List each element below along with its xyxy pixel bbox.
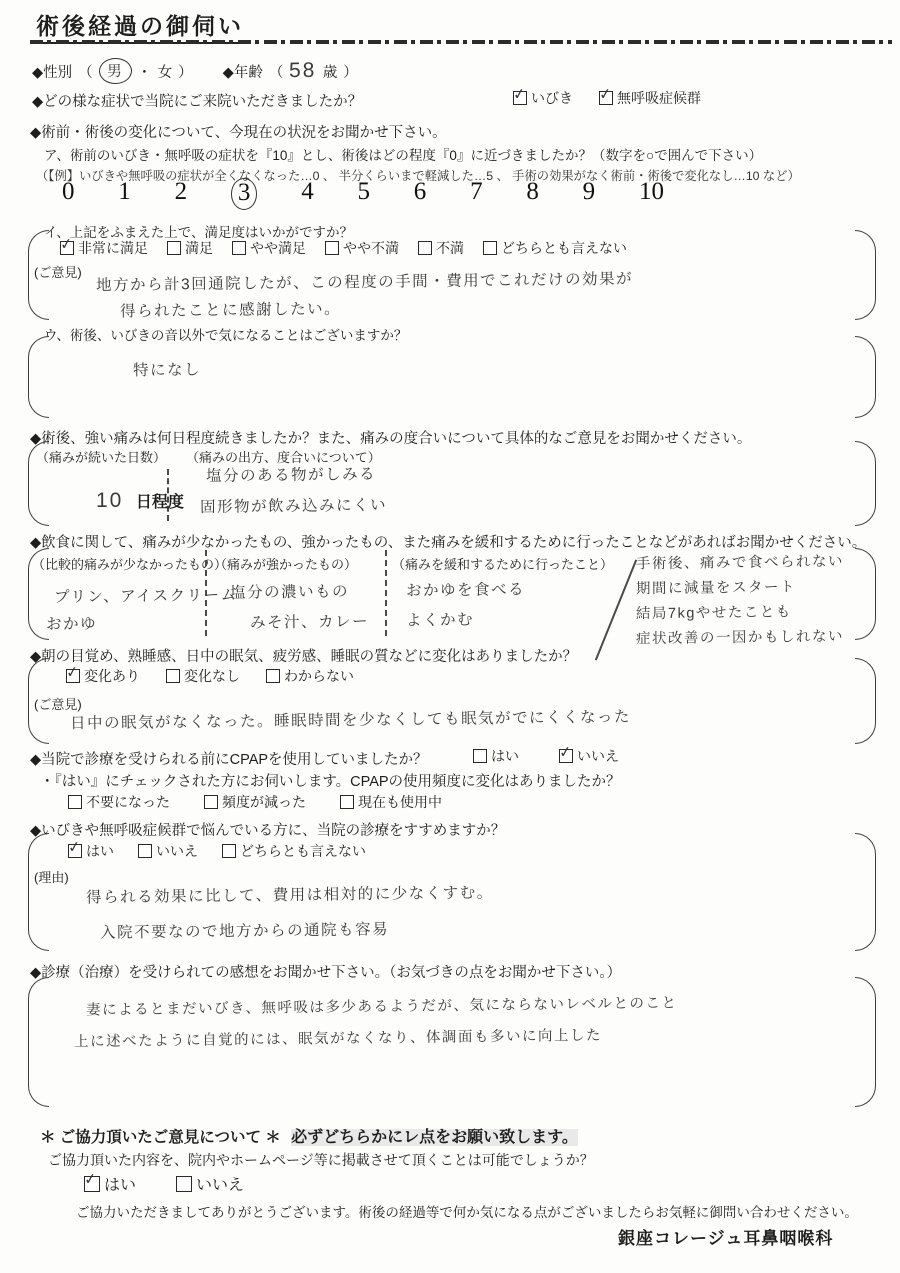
- scale-number-10[interactable]: 10: [638, 178, 664, 205]
- impression-line2: 上に述べたように自覚的には、眠気がなくなり、体調面も多いに向上した: [73, 1027, 603, 1051]
- checkbox-publish-no[interactable]: [176, 1172, 244, 1195]
- checkbox-label: どちらとも言えない: [501, 240, 627, 256]
- checkbox-label: どちらとも言えない: [240, 843, 366, 859]
- scale-number-2[interactable]: 2: [174, 178, 188, 205]
- gender-male-circled[interactable]: 男: [98, 58, 131, 84]
- checkbox-icon: [473, 749, 487, 763]
- food-col3-line1: おかゆを食べる: [405, 581, 526, 600]
- checkbox-label: 不要になった: [86, 794, 170, 810]
- page-title: 術後経過の御伺い: [36, 13, 244, 44]
- scale-number-6[interactable]: 6: [413, 178, 427, 205]
- checkbox-icon: [66, 669, 80, 683]
- other-concerns-answer: 特になし: [132, 361, 202, 380]
- checkbox-no-change[interactable]: [166, 666, 240, 686]
- checkbox-icon: [513, 91, 527, 105]
- checkbox-icon: [340, 795, 354, 809]
- checkbox-unknown[interactable]: [266, 666, 354, 686]
- age-paren-open: （: [268, 64, 284, 81]
- checkbox-recommend-neither[interactable]: [222, 841, 366, 861]
- consent-note-bold: 必ずどちらかにレ点をお願い致します。: [291, 1129, 578, 1146]
- checkbox-publish-yes[interactable]: [84, 1172, 136, 1195]
- gender-paren-close: ）: [178, 64, 193, 81]
- cpap-question: ◆当院で診療を受けられる前にCPAPを使用していましたか？: [30, 752, 428, 768]
- food-col1-label: （比較的痛みが少なかったもの）: [32, 557, 228, 572]
- checkbox-label: 不満: [436, 240, 464, 256]
- impression-line1: 妻によるとまだいびき、無呼吸は多少あるようだが、気にならないレベルとのこと: [85, 995, 678, 1019]
- impression-question: ◆診療（治療）を受けられての感想をお聞かせ下さい。（お気づきの点をお聞かせ下さい。）: [30, 965, 622, 981]
- scale-number-5[interactable]: 5: [357, 178, 370, 205]
- checkbox-satisfied[interactable]: [167, 238, 213, 258]
- checkbox-icon: [232, 241, 246, 255]
- scale-number-4[interactable]: 4: [301, 178, 314, 205]
- checkbox-recommend-yes[interactable]: [68, 841, 114, 861]
- sleep-comment: 日中の眠気がなくなった。睡眠時間を少なくしても眠気がでにくくなった: [69, 708, 632, 733]
- checkbox-dissatisfied[interactable]: [418, 238, 464, 258]
- dashed-separator: [30, 40, 892, 44]
- checkbox-cpap-yes[interactable]: [473, 746, 519, 766]
- checkbox-somewhat-satisfied[interactable]: [232, 238, 306, 258]
- checkbox-icon: [325, 241, 339, 255]
- food-col3-label: （痛みを緩和するために行ったこと）: [392, 557, 614, 572]
- scale-number-row: [62, 178, 664, 210]
- sleep-question: ◆朝の目覚め、熟睡感、日中の眠気、疲労感、睡眠の質などに変化はありましたか？: [30, 649, 578, 665]
- comment-label: (ご意見): [34, 697, 82, 712]
- checkbox-label: やや不満: [343, 240, 399, 256]
- checkbox-apnea[interactable]: [599, 88, 701, 108]
- checkbox-icon: [84, 1176, 100, 1192]
- checkbox-label: 非常に満足: [78, 240, 148, 256]
- checkbox-cpap-unneeded[interactable]: [68, 792, 170, 812]
- checkbox-icon: [599, 91, 613, 105]
- other-concerns-question: ウ、術後、いびきの音以外で気になることはございますか？: [44, 328, 408, 343]
- checkbox-label: 変化なし: [184, 668, 240, 684]
- scale-example: （【例】いびきや無呼吸の症状が全くなくなった…0 、 半分くらいまで軽減した…5 、 手術の効果がなく術前・術後で変化なし…10 など）: [36, 169, 800, 183]
- scale-number-7[interactable]: 7: [470, 178, 483, 205]
- food-question: ◆飲食に関して、痛みが少なかったもの、強かったもの、また痛みを緩和するために行ったことなどがあればお聞かせください。: [30, 535, 867, 551]
- scale-number-0[interactable]: 0: [62, 178, 75, 205]
- pain-degree-line2: 固形物が飲み込みにくい: [199, 496, 388, 517]
- checkbox-icon: [68, 795, 82, 809]
- checkbox-icon: [166, 669, 180, 683]
- checkbox-icon: [483, 241, 497, 255]
- margin-note-line4: 症状改善の一因かもしれない: [635, 628, 845, 648]
- age-paren-close: ）: [343, 64, 358, 81]
- food-col2-line2: みそ汁、カレー: [249, 613, 370, 632]
- checkbox-label: はい: [86, 843, 114, 859]
- checkbox-label: はい: [491, 748, 519, 764]
- scale-question: ア、術前のいびき・無呼吸の症状を『10』とし、術後はどの程度『0』に近づきましたか？（数字を○で囲んで下さい）: [44, 148, 763, 163]
- pain-days-unit: 日程度: [135, 494, 184, 511]
- checkbox-icon: [559, 749, 573, 763]
- checkbox-label: 満足: [185, 240, 213, 256]
- scale-number-3-circled[interactable]: 3: [231, 178, 258, 210]
- checkbox-label: はい: [104, 1177, 137, 1194]
- margin-note-line2: 期間に減量をスタート: [635, 579, 797, 598]
- recommend-question: ◆いびきや無呼吸症候群で悩んでいる方に、当院の診療をすすめますか？: [30, 823, 506, 839]
- checkbox-icon: [68, 844, 82, 858]
- checkbox-icon: [167, 241, 181, 255]
- consent-thanks: ご協力いただきましてありがとうございます。術後の経過等で何か気になる点がございましたらお気軽に御問い合わせください。: [76, 1205, 858, 1220]
- clinic-name: 銀座コレージュ耳鼻咽喉科: [618, 1229, 834, 1248]
- margin-note-line3: 結局7kgやせたことも: [635, 604, 792, 623]
- age-label: ◆年齢: [222, 64, 263, 81]
- gender-label: ◆性別: [32, 64, 73, 81]
- checkbox-label: 頻度が減った: [222, 794, 306, 810]
- checkbox-label: いいえ: [196, 1177, 245, 1194]
- checkbox-label: 無呼吸症候群: [617, 90, 701, 106]
- pain-degree-line1: 塩分のある物がしみる: [205, 465, 377, 486]
- checkbox-recommend-no[interactable]: [138, 841, 198, 861]
- consent-note-prefix: ＊ ご協力頂いたご意見について ＊: [40, 1129, 281, 1146]
- checkbox-label: いびき: [531, 90, 573, 106]
- scale-number-9[interactable]: 9: [582, 178, 596, 205]
- checkbox-very-satisfied[interactable]: [60, 238, 148, 258]
- pain-days-value: 10: [96, 489, 124, 512]
- margin-note-line1: 手術後、痛みで食べられない: [635, 553, 845, 573]
- checkbox-label: 現在も使用中: [358, 794, 442, 810]
- satisfaction-comment-line2: 得られたことに感謝したい。: [119, 300, 342, 321]
- checkbox-icon: [418, 241, 432, 255]
- pain-answer-box: [28, 441, 876, 526]
- checkbox-icon: [222, 844, 236, 858]
- scale-number-1[interactable]: 1: [118, 178, 131, 205]
- pain-degree-label: （痛みの出方、度合いについて）: [186, 450, 381, 465]
- other-concerns-answer-box: [28, 336, 876, 418]
- change-heading: ◆術前・術後の変化について、今現在の状況をお聞かせ下さい。: [30, 125, 447, 141]
- satisfaction-answer-box: [28, 230, 876, 320]
- checkbox-icon: [204, 795, 218, 809]
- checkbox-label: わからない: [284, 668, 354, 684]
- symptom-question: ◆どの様な症状で当院にご来院いただきましたか？: [32, 94, 363, 110]
- comment-label: (ご意見): [34, 265, 82, 280]
- checkbox-label: いいえ: [577, 748, 619, 764]
- checkbox-label: やや満足: [250, 240, 306, 256]
- gender-female[interactable]: 女: [157, 64, 173, 81]
- checkbox-somewhat-dissatisfied[interactable]: [325, 238, 399, 258]
- pain-question: ◆術後、強い痛みは何日程度続きましたか？また、痛みの度合いについて具体的なご意見をお聞かせください。: [30, 431, 752, 447]
- age-value: 58: [289, 58, 317, 83]
- impression-answer-box: [28, 977, 876, 1107]
- recommend-reason-line2: 入院不要なので地方からの通院も容易: [99, 921, 390, 942]
- checkbox-label: いいえ: [156, 843, 198, 859]
- food-divider-2: [385, 550, 387, 636]
- food-col3-line2: よくかむ: [405, 611, 475, 630]
- checkbox-icon: [176, 1176, 192, 1192]
- recommend-reason-line1: 得られる効果に比して、費用は相対的に少なくすむ。: [85, 884, 494, 907]
- scale-number-8[interactable]: 8: [526, 178, 539, 205]
- satisfaction-question: イ、上記をふまえた上で、満足度はいかがですか？: [44, 225, 354, 240]
- checkbox-icon: [138, 844, 152, 858]
- pain-days-label: （痛みが続いた日数）: [36, 450, 167, 465]
- gender-dot: ・: [137, 64, 152, 81]
- checkbox-icon: [266, 669, 280, 683]
- sleep-answer-box: [28, 658, 876, 744]
- gender-paren-open: （: [78, 64, 93, 81]
- cpap-followup-question: ・『はい』にチェックされた方にお伺いします。CPAPの使用頻度に変化はありましたか？: [40, 774, 621, 790]
- reason-label: (理由): [34, 870, 69, 885]
- food-col2-label: （痛みが強かったもの）: [214, 557, 358, 572]
- checkbox-changed[interactable]: [66, 666, 140, 686]
- checkbox-label: 変化あり: [84, 668, 140, 684]
- recommend-answer-box: [28, 833, 876, 951]
- checkbox-neither[interactable]: [483, 238, 627, 258]
- checkbox-snoring[interactable]: [513, 88, 573, 108]
- food-col2-line1: 塩分の濃いもの: [229, 583, 350, 602]
- satisfaction-comment-line1: 地方から計3回通院したが、この程度の手間・費用でこれだけの効果が: [95, 270, 634, 295]
- food-col1-line2: おかゆ: [45, 615, 98, 634]
- checkbox-cpap-no[interactable]: [559, 746, 619, 766]
- checkbox-cpap-still-using[interactable]: [340, 792, 442, 812]
- food-col1-line1: プリン、アイスクリーム: [53, 586, 238, 607]
- age-unit: 歳: [322, 64, 338, 81]
- checkbox-icon: [60, 241, 74, 255]
- checkbox-cpap-reduced[interactable]: [204, 792, 306, 812]
- consent-question: ご協力頂いた内容を、院内やホームページ等に掲載させて頂くことは可能でしょうか？: [48, 1152, 594, 1168]
